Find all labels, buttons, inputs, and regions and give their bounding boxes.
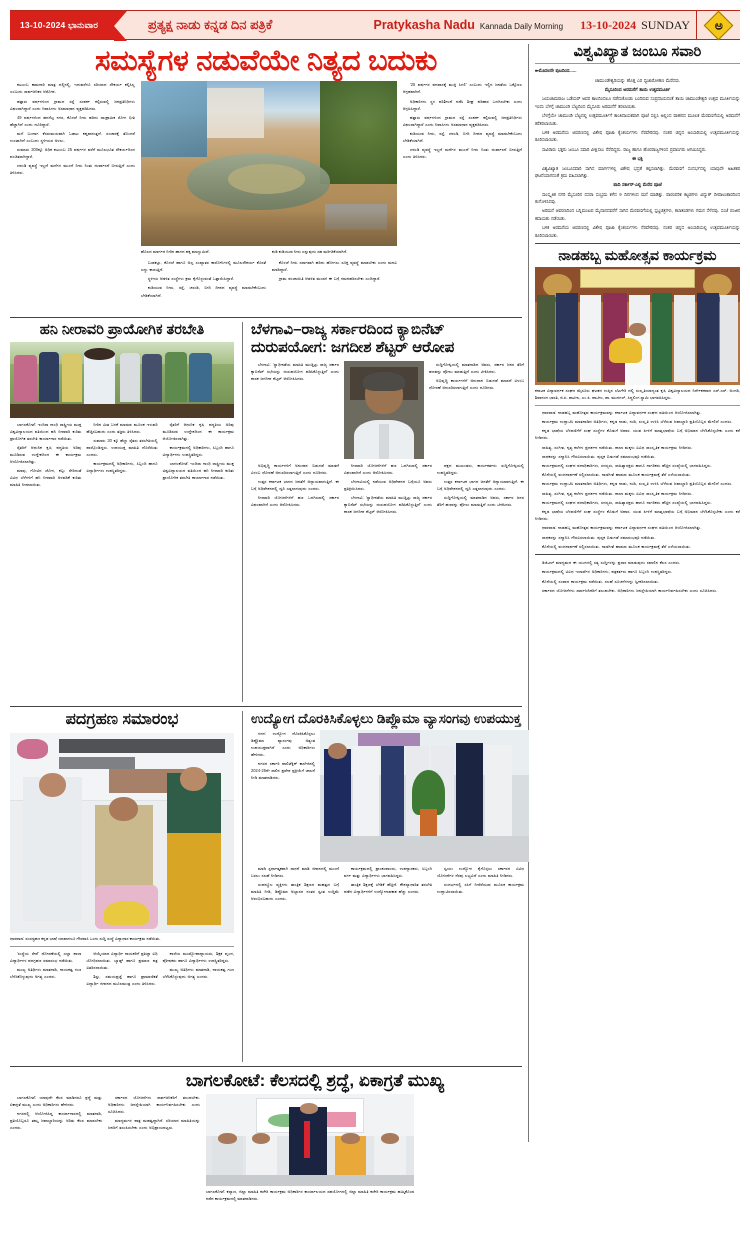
drip-headline: ಹನಿ ನೀರಾವರಿ ಪ್ರಾಯೋಗಿಕ ತರಬೇತಿ [39,322,205,339]
shettar-body [251,361,524,459]
paragraph: ಸಾವಿರಾರು ಭಕ್ತರು ಜಂಬೂ ಸವಾರಿ ವೀಕ್ಷಿಸಲು ನೆರೆದಿದ್ದರು. ರಾಜ್ಯ ಹಾಗೂ ಹೊರರಾಜ್ಯಗಳಿಂದ ಪ್ರವಾಸಿಗರು ಆಗಮಿಸಿದ್ದರು. [542,146,707,152]
jumbo-subhead-2: ಈ ಭಕ್ತಿ [632,156,643,162]
main-columns [10,44,528,1201]
paragraph: ಶಾಲೆಯ ಮುಖ್ಯೋಪಾಧ್ಯಾಯರು, ಶಿಕ್ಷಕ ವೃಂದ, ಪೋಷಕರು ಹಾಗೂ ವಿದ್ಯಾರ್ಥಿಗಳು ಉಪಸ್ಥಿತರಿದ್ದರು. [162,950,234,963]
lead-photo-caption-2: ಕುಡಿ ಕುಡಿಯುವ ನೀರು ಎನ್ನುವುದು ಸಹ ಮರೀಚಿಕೆಯಾಗಿದೆ. [271,249,348,255]
paragraph: ಚರಂಡಿ ವ್ಯವಸ್ಥೆ ಇಲ್ಲದೆ ಮನೆಗಳ ಮುಂದೆ ನೀರು ನಿಂತು ದುರ್ವಾಸನೆ ಬೀರುತ್ತಿದೆ ಎಂದು ತಿಳಿಸಿದರು. [402,146,522,159]
paragraph: ಸರ್ಕಾರದ ಯೋಜನೆಗಳು ಸಾರ್ವಜನಿಕರಿಗೆ ತಲುಪಬೇಕು. ಅಧಿಕಾರಿಗಳು ಜನಸ್ನೇಹಿಯಾಗಿ ಕಾರ್ಯನಿರ್ವಹಿಸಬೇಕು ಎಂದು ಸೂಚಿಸಿದರು. [108,1094,200,1114]
paragraph: ಡಿಜಿಟಲ್ ಮಾಧ್ಯಮದ ಈ ಯುಗದಲ್ಲಿ ಸತ್ಯ ಸುದ್ದಿಗಳನ್ನು ಪ್ರಸಾರ ಮಾಡುವುದು ಸವಾಲಿನ ಕೆಲಸ ಎಂದರು. [542,560,681,566]
paragraph: ಕೊನೆಯಲ್ಲಿ ಸಂವಾದ ಕಾರ್ಯಕ್ರಮ ನಡೆಯಿತು. ಸಲಹೆ ಸೂಚನೆಗಳನ್ನು ಸ್ವೀಕರಿಸಲಾಯಿತು. [542,578,660,584]
shettar-headline-line2: ದುರುಪಯೋಗ: ಜಗದೀಶ ಶೆಟ್ಟರ್ ಆರೋಪ [251,339,455,357]
paragraph: ಕೊನೆಯಲ್ಲಿ ವಂದನಾರ್ಪಣೆ ಸಲ್ಲಿಸಲಾಯಿತು. ನಾಡಗೀತೆ ಹಾಡುವ ಮೂಲಕ ಕಾರ್ಯಕ್ರಮಕ್ಕೆ ತೆರೆ ಎಳೆಯಲಾಯಿತು. [542,543,691,549]
paragraph: ಕನ್ನಡ ಭಾಷೆಯ ಬೆಳವಣಿಗೆಗೆ ಸಂಘ ಸಂಸ್ಥೆಗಳ ಕೊಡುಗೆ ಅಪಾರ. ಯುವ ಪೀಳಿಗೆ ಮಾತೃಭಾಷೆಯ ಬಗ್ಗೆ ಅಭಿಮಾನ ಬೆಳೆಸಿಕೊಳ್ಳಬೇಕು ಎಂದು ಕರೆ ನೀಡಿದರು. [535,428,740,441]
paragraph: ಅಧಿಕಾರಿಗಳು ಸ್ಥಳ ಪರಿಶೀಲನೆ ನಡೆಸಿ ಶೀಘ್ರ ಪರಿಹಾರ ಒದಗಿಸಬೇಕು ಎಂದು ಆಗ್ರಹಿಸಿದ್ದಾರೆ. [402,98,522,111]
paragraph: ಹತ್ತಾರು ವರ್ಷಗಳಿಂದ ಗ್ರಾಮದ ರಸ್ತೆ ಸಂಪರ್ಕ ಕಲ್ಪಿಸುವಲ್ಲಿ ಜನಪ್ರತಿನಿಧಿಗಳು ವಿಫಲರಾಗಿದ್ದಾರೆ ಎಂದು ನಿವಾಸಿಗಳು ಅಸಮಾಧಾನ ವ್ಯಕ್ತಪಡಿಸಿದರು. [10,98,135,111]
divider [10,317,522,318]
column-divider [242,322,243,702]
bagalkot-sidebar-tail [535,559,740,669]
paragraph: ಸ್ವಯಂ ಉದ್ಯೋಗ ಕೈಗೊಳ್ಳಲು ಸರ್ಕಾರದ ವಿವಿಧ ಯೋಜನೆಗಳ ನೆರವು ಲಭ್ಯವಿದೆ ಎಂದು ಮಾಹಿತಿ ನೀಡಿದರು. [437,866,524,879]
divider [535,243,740,244]
paragraph: ಉತ್ತರ ಕರ್ನಾಟಕ ಭಾಗದ ಜನತೆಗೆ ಅನ್ಯಾಯವಾಗುತ್ತಿದೆ. ಈ ಬಗ್ಗೆ ಅಧಿವೇಶನದಲ್ಲಿ ಧ್ವನಿ ಎತ್ತಲಾಗುವುದು ಎಂದರು. [437,479,524,492]
paragraph: ಬಳಿಕ ಅರಮನೆಯ ಆವರಣದಲ್ಲಿ ವಿಶೇಷ ಪೂಜಾ ಕೈಂಕರ್ಯಗಳು ನೆರವೇರಿದವು. ನಂತರ ಚಿನ್ನದ ಅಂಬಾರಿಯಲ್ಲಿ ಉತ್ಸವಮೂರ್ತಿಯನ್ನು ಕೂರಿಸಲಾಯಿತು. [535,129,740,143]
second-section [10,322,522,702]
investiture-column-3 [163,950,234,1062]
lead-column-1 [10,81,135,313]
divider [535,63,740,64]
divider [535,554,740,555]
paragraph: ಕುಡಿಯುವ ನೀರು, ರಸ್ತೆ, ಚರಂಡಿ, ಬೀದಿ ದೀಪದ ವ್ಯವಸ್ಥೆ ಮಾಡಬೇಕೆಂಬುದು ಬೇಡಿಕೆಯಾಗಿದೆ. [402,130,522,143]
paragraph: ಮುಖ್ಯ ಅತಿಥಿಗಳು ಮಾತನಾಡಿ, ನಾಯಕತ್ವ ಗುಣ ಬೆಳೆಸಿಕೊಳ್ಳುವುದು ಅಗತ್ಯ ಎಂದರು. [162,966,234,979]
bagalkot-spacer [10,1071,102,1091]
lead-column-2 [141,259,266,311]
masthead [10,10,740,40]
paragraph: ಬುಡಕಟ್ಟು, ಕೊಳಚೆ ಹಾಗೂ ಅಲ್ಪ ಸಂಖ್ಯಾತರ ಕಾಲೋನಿಗಳಲ್ಲಿ ಮೂಲಸೌಕರ್ಯ ಕೊರತೆ ಎದ್ದು ಕಾಣುತ್ತಿದೆ. [140,260,266,273]
bagalkot-headline: ಬಾಗಲಕೋಟೆ: ಕೆಲಸದಲ್ಲಿ ಶ್ರದ್ಧೆ, ಏಕಾಗ್ರತೆ ಮುಖ್ಯ [185,1070,445,1090]
lead-photo-captions [141,249,397,256]
paragraph: ಸುದ್ದಿಗೋಷ್ಠಿಯಲ್ಲಿ ಮಾತನಾಡಿದ ಅವರು, ಸರ್ಕಾರ ಜನರ ತೆರಿಗೆ ಹಣವನ್ನು ಪೋಲು ಮಾಡುತ್ತಿದೆ ಎಂದು ಟೀಕಿಸಿದರು. [437,495,524,508]
paragraph: ಸಾಧಕರನ್ನು ಸನ್ಮಾನಿಸಿ ಗೌರವಿಸಲಾಯಿತು. ಪುಸ್ತಕ ಬಿಡುಗಡೆ ಸಮಾರಂಭವೂ ನಡೆಯಿತು. [542,534,656,540]
paragraph: ಬಾಗಲಕೋಟೆ: ಯಾವುದೇ ಕೆಲಸ ಮಾಡಿದರೂ ಶ್ರದ್ಧೆ ಮತ್ತು ಏಕಾಗ್ರತೆ ಮುಖ್ಯ ಎಂದು ಅಧಿಕಾರಿಗಳು ಹೇಳಿದರು. [10,1094,102,1107]
paragraph: ಆಯ್ಕೆಯಾದ ವಿದ್ಯಾರ್ಥಿ ನಾಯಕರಿಗೆ ಪ್ರತಿಜ್ಞಾ ವಿಧಿ ಬೋಧಿಸಲಾಯಿತು. ಬ್ಯಾಡ್ಜ್ ಹಾಗೂ ಪ್ರಮಾಣ ಪತ್ರ ವಿತರಿಸಲಾಯಿತು. [86,950,158,970]
paragraph: ರೈತರಿಗೆ ಆಧುನಿಕ ಕೃಷಿ ಪದ್ಧತಿಯ ಅರಿವು ಮೂಡಿಸುವ ಉದ್ದೇಶದಿಂದ ಈ ಕಾರ್ಯಕ್ರಮ ಆಯೋಜಿಸಲಾಗಿತ್ತು. [10,444,82,464]
shettar-column-2 [429,361,524,459]
drip-columns [10,421,234,683]
masthead-english-day: SUNDAY [641,17,690,32]
nadahabba-photo-caption: ಕನಾ‍ಟಕ ವಿದ್ಯಾವರ್ಧಕ ಸಂಘದ ಮೈಸೂರು ಘಟಕದ ಉಪ್ಪಿನ ಬೆಟಗೇರಿ ದಲ್ಲಿ ಸಂಸ್ಕೃತಿಯಾದ್ಯಂತ ಕೃಷಿ ವಿಶ್ವವಿದ್ಯಾಲಯದ ನಿರ್ದೇಶಕರಾದ ಎಸ್.ಎಸ್. ಅಂಗಡಿ, ಶಿವಾನಂದ ಭಾರತಿ, ಜಿ.ಪಿ. ಪಾಟೀಲ, ಎಂ.ಪಿ. ಪಾಟೀಲ, ಡಾ. ಮುದಗಲ್, ಸಿದ್ಧಲಿಂಗ ಸ್ವಾಮಿ ಭಾಗವಹಿಸಿದ್ದರು. [535,387,740,400]
paragraph: ಸಾಹಿತ್ಯ, ಸಂಗೀತ, ನೃತ್ಯ ಕಲೆಗಳ ಪ್ರದರ್ಶನ ನಡೆಯಿತು. ಶಾಲಾ ಮಕ್ಕಳು ವಿವಿಧ ಸಾಂಸ್ಕೃತಿಕ ಕಾರ್ಯಕ್ರಮ ನೀಡಿದರು. [542,490,693,496]
investiture-ceremony-photo [10,733,234,933]
masthead-logo [696,11,740,39]
paragraph: ಕಾರ್ಯಕ್ರಮದಲ್ಲಿ ಸಂಘದ ಪದಾಧಿಕಾರಿಗಳು, ಸದಸ್ಯರು, ಸಾಹಿತ್ಯಾಸಕ್ತರು ಹಾಗೂ ನಾಗರಿಕರು ಹೆಚ್ಚಿನ ಸಂಖ್ಯೆಯಲ್ಲಿ ಭಾಗವಹಿಸಿದ್ದರು. [542,499,712,505]
paragraph: ನಗರದಲ್ಲಿ ಆಯೋಜಿಸಿದ್ದ ಕಾರ್ಯಾಗಾರದಲ್ಲಿ ಮಾತನಾಡಿ, ಪ್ರತಿಯೊಬ್ಬರೂ ತಮ್ಮ ಜವಾಬ್ದಾರಿಯನ್ನು ಅರಿತು ಕೆಲಸ ಮಾಡಬೇಕು ಎಂದರು. [10,1110,102,1131]
paragraph: '25 ವರ್ಷಗಳ ವನವಾಸಕ್ಕೆ ಮುಕ್ತಿ ಸಿಗಲಿ' ಎಂಬುದು ಇಲ್ಲಿನ ಜನತೆಯ ಒಕ್ಕೊರಲ ಆಗ್ರಹವಾಗಿದೆ. [402,82,522,95]
investiture-column-2 [86,950,157,1062]
jumbo-savari-story [535,44,740,239]
paragraph: ಕಾರ್ಯಕ್ರಮದಲ್ಲಿ ಪ್ರಾಂಶುಪಾಲರು, ಉಪನ್ಯಾಸಕರು, ಸಿಬ್ಬಂದಿ ವರ್ಗ ಮತ್ತು ವಿದ್ಯಾರ್ಥಿಗಳು ಭಾಗವಹಿಸಿದ್ದರು. [344,866,432,879]
paragraph: ಕಾರ್ಯಕ್ರಮದಲ್ಲಿ ಅಧಿಕಾರಿಗಳು, ಸಿಬ್ಬಂದಿ ಹಾಗೂ ವಿದ್ಯಾರ್ಥಿಗಳು ಉಪಸ್ಥಿತರಿದ್ದರು. [162,444,234,457]
paragraph: ಕನ್ನಡ ಭಾಷೆಯ ಬೆಳವಣಿಗೆಗೆ ಸಂಘ ಸಂಸ್ಥೆಗಳ ಕೊಡುಗೆ ಅಪಾರ. ಯುವ ಪೀಳಿಗೆ ಮಾತೃಭಾಷೆಯ ಬಗ್ಗೆ ಅಭಿಮಾನ ಬೆಳೆಸಿಕೊಳ್ಳಬೇಕು ಎಂದು ಕರೆ ನೀಡಿದರು. [535,509,740,522]
bagalkot-photo-caption: ಬಾಗಲಕೋಟೆ: ಕಲ್ಯಾಣ, ಜಿಲ್ಲಾ ಮಾಹಿತಿ ಕಚೇರಿ ಕಾರ್ಯಕ್ರಮ ಅಧಿಕಾರಿಗಳ ಕಾರ್ಯಾಲಯದ ಸಹಯೋಗದಲ್ಲಿ ಜಿಲ್ಲಾ ಮಾಹಿತಿ ಕಚೇರಿ ಕಾರ್ಯಕ್ರಮ ಹಮ್ಮಿಕೊಂಡ ನಡೆದ ಕಾರ್ಯಕ್ರಮದಲ್ಲಿ ಮಾತನಾಡಿದರು. [206,1188,414,1201]
page-body [10,44,740,1201]
lead-column-4 [403,81,522,313]
bagalkot-column-2 [108,1094,200,1242]
masthead-english-block [373,18,696,33]
investiture-column-1 [10,950,81,1062]
nadahabba-story [535,248,740,550]
paragraph: ಧಾರವಾಡ: ನಾಡಹಬ್ಬ ಮಹೋತ್ಸವ ಕಾರ್ಯಕ್ರಮವನ್ನು ಕರ್ನಾಟಕ ವಿದ್ಯಾವರ್ಧಕ ಸಂಘದ ವತಿಯಿಂದ ಆಯೋಜಿಸಲಾಗಿತ್ತು. [542,409,702,415]
paragraph: ಅಭಿವೃದ್ಧಿ ಕಾರ್ಯಗಳಿಗೆ ಅನುದಾನ ಬಿಡುಗಡೆ ಮಾಡದೆ ವಿಳಂಬ ಧೋರಣೆ ಅನುಸರಿಸಲಾಗುತ್ತಿದೆ ಎಂದು ದೂರಿದರು. [251,463,339,476]
paragraph: ಮಾಧ್ಯಮಗಳ ಪಾತ್ರ ಮಹತ್ವದ್ದಾಗಿದೆ. ಸರಿಯಾದ ಮಾಹಿತಿಯನ್ನು ಜನರಿಗೆ ತಲುಪಿಸಬೇಕು ಎಂದು ಅಭಿಪ್ರಾಯಪಟ್ಟರು. [108,1117,200,1131]
nadahabba-body [535,409,740,551]
diploma-column-1 [251,730,315,862]
lead-lower-columns [141,259,397,311]
shettar-column-1 [251,361,339,459]
column-divider [242,711,243,1062]
paragraph: ನೀರಿನ ಮಿತ ಬಳಕೆ ಮಾಡುವ ಮೂಲಕ ಇಳುವರಿ ಹೆಚ್ಚಿಸಬಹುದು ಎಂದು ತಜ್ಞರು ತಿಳಿಸಿದರು. [86,421,158,434]
masthead-english-subtitle: Kannada Daily Morning [479,21,564,31]
paragraph: ಕಾರ್ಯಕ್ರಮ ಉದ್ಘಾಟಿಸಿ ಮಾತನಾಡಿದ ಅತಿಥಿಗಳು, ಕನ್ನಡ ನಾಡು, ನುಡಿ, ಸಂಸ್ಕೃತಿ ಉಳಿಸಿ ಬೆಳೆಸುವ ಜವಾಬ್ದಾರಿ ಪ್ರತಿಯೊಬ್ಬರ ಮೇಲಿದೆ ಎಂದರು. [542,418,733,424]
paragraph: ಮುಖ್ಯ ಅತಿಥಿಗಳು ಮಾತನಾಡಿ, ನಾಯಕತ್ವ ಗುಣ ಬೆಳೆಸಿಕೊಳ್ಳುವುದು ಅಗತ್ಯ ಎಂದರು. [10,966,82,979]
shettar-lower-columns [251,462,524,702]
shettar-headline-line1: ಬೆಳಗಾವಿ–ರಾಜ್ಯ ಸರ್ಕಾರದಿಂದ ಕ್ಯಾಬಿನೆಟ್ [251,321,445,339]
diploma-columns [251,865,529,967]
lead-column-3 [272,259,397,311]
investiture-photo-caption: ಧಾರವಾಡ: ಸಂಸದ್ಗ್ರಹಣ ಕನ್ನಡ ಭಾಷೆ ಯಾವಾಗಲೂ ಗೌರವಾಸಿ ಒಂದು ಸುದ್ದಿ ಸಂಸ್ಥೆ ವಿದ್ಯಾಧಾರ ಕಾರ್ಯಕ್ರಮ ನಡೆಯಿತು. [10,935,161,941]
paragraph: ಹತ್ತಾರು ವರ್ಷಗಳಿಂದ ಗ್ರಾಮದ ರಸ್ತೆ ಸಂಪರ್ಕ ಕಲ್ಪಿಸುವಲ್ಲಿ ಜನಪ್ರತಿನಿಧಿಗಳು ವಿಫಲರಾಗಿದ್ದಾರೆ ಎಂದು ನಿವಾಸಿಗಳು ಅಸಮಾಧಾನ ವ್ಯಕ್ತಪಡಿಸಿದರು. [402,114,522,127]
paragraph: ಉತ್ತರ ಕರ್ನಾಟಕ ಭಾಗದ ಜನತೆಗೆ ಅನ್ಯಾಯವಾಗುತ್ತಿದೆ. ಈ ಬಗ್ಗೆ ಅಧಿವೇಶನದಲ್ಲಿ ಧ್ವನಿ ಎತ್ತಲಾಗುವುದು ಎಂದರು. [251,479,339,492]
paragraph: ಸಾಹಿತ್ಯ, ಸಂಗೀತ, ನೃತ್ಯ ಕಲೆಗಳ ಪ್ರದರ್ಶನ ನಡೆಯಿತು. ಶಾಲಾ ಮಕ್ಕಳು ವಿವಿಧ ಸಾಂಸ್ಕೃತಿಕ ಕಾರ್ಯಕ್ರಮ ನೀಡಿದರು. [542,444,693,450]
paragraph: 49 ವರ್ಷಗಳಿಂದ ಹದಗೆಟ್ಟ ನಗರ, ಕೊಳಚೆ ನೀರು ಹರಿದು ಸಾಂಕ್ರಾಮಿಕ ರೋಗ ಭೀತಿ ಹೆಚ್ಚಾಗಿದೆ ಎಂದು ದೂರಿದ್ದಾರೆ. [10,114,135,127]
paragraph: ಬಳಿಕ ಅರಮನೆಯ ಆವರಣದಲ್ಲಿ ವಿಶೇಷ ಪೂಜಾ ಕೈಂಕರ್ಯಗಳು ನೆರವೇರಿದವು. ನಂತರ ಚಿನ್ನದ ಅಂಬಾರಿಯಲ್ಲಿ ಉತ್ಸವಮೂರ್ತಿಯನ್ನು ಕೂರಿಸಲಾಯಿತು. [535,225,740,238]
lead-photo-block [141,81,397,313]
drip-column-2 [86,421,157,683]
paragraph: ಬೆಳಗಾವಿಯಲ್ಲಿ ನಡೆಯುವ ಅಧಿವೇಶನದ ಬಗ್ಗೆಯೂ ಅವರು ಪ್ರತಿಕ್ರಿಯಿಸಿದರು. [344,479,432,492]
paragraph: ಸುಮಾರು 300ಕ್ಕೂ ಅಧಿಕ ಕುಟುಂಬ 25 ವರ್ಷಗಳ ವರೆಗೆ ಮೂಲಭೂತ ಸೌಕರ್ಯದಿಂದ ವಂಚಿತರಾಗಿದ್ದಾರೆ. [10,146,135,159]
paragraph: ಧಾರವಾಡ: ನಾಡಹಬ್ಬ ಮಹೋತ್ಸವ ಕಾರ್ಯಕ್ರಮವನ್ನು ಕರ್ನಾಟಕ ವಿದ್ಯಾವರ್ಧಕ ಸಂಘದ ವತಿಯಿಂದ ಆಯೋಜಿಸಲಾಗಿತ್ತು. [542,525,702,531]
paragraph: ಜಯಚಾಮರಾಜ ಒಡೆಯರ್ ಅವರ ಕಾಲದಿಂದಲೂ ನಡೆದುಕೊಂಡು ಬಂದಿರುವ ಸಂಪ್ರದಾಯದಂತೆ ತಾಯಿ ಚಾಮುಂಡೇಶ್ವರಿ ಉತ್ಸವ ಮೂರ್ತಿಯನ್ನು ಇಂದು ಬೆಳಗ್ಗೆ ಚಾಮುಂಡಿ ಬೆಟ್ಟದಿಂದ ಮೈಸೂರು ಅರಮನೆಗೆ ತರಲಾಯಿತು. [535,96,740,109]
jumbo-headline: ವಿಶ್ವವಿಖ್ಯಾತ ಜಂಬೂ ಸವಾರಿ [573,44,702,60]
jumbo-subhead-3: ಪಾದಿ ಸರ್ಕಾರ್-ಎಲ್ಲಿ ಮೆರೆದ ಪೂಜೆ [613,182,662,188]
paragraph: ಸಾಧಕರನ್ನು ಸನ್ಮಾನಿಸಿ ಗೌರವಿಸಲಾಯಿತು. ಪುಸ್ತಕ ಬಿಡುಗಡೆ ಸಮಾರಂಭವೂ ನಡೆಯಿತು. [542,453,656,459]
bagalkot-top [10,1071,522,1091]
jumbo-lead-line: ಚಾಮುಂಡೇಶ್ವರಿಯನ್ನು ಹೊತ್ತ ಎರ ಧ್ವಜಾರೋಹಣ ಮೆರೆದರು. [594,77,681,83]
bagalkot-workshop-photo [206,1094,414,1186]
jumbo-kicker: ➨ಮೊದಲನೇ ಪುಟದಿಂದ...... [535,68,577,74]
drip-column-1 [10,421,81,683]
paragraph: ಮಳೆ ಬಂದಾಗ ಕೆಸರುಮಯವಾಗಿ ಓಡಾಟ ಕಷ್ಟವಾಗುತ್ತದೆ. ಸಂಚಾರಕ್ಕೆ ತೊಂದರೆ ಉಂಟಾಗಿದೆ ಎಂಬುದು ಸ್ಥಳೀಯರ ಅಳಲು. [10,130,135,143]
paragraph: ಮಾವು, ಗೋವಿನ ಜೋಳ, ಕಬ್ಬು ಸೇರಿದಂತೆ ವಿವಿಧ ಬೆಳೆಗಳಿಗೆ ಹನಿ ನೀರಾವರಿ ಅಳವಡಿಕೆ ಕುರಿತು ಮಾಹಿತಿ ನೀಡಲಾಯಿತು. [10,467,82,487]
shettar-story [251,322,524,702]
paragraph: ಸಂಪನ್ಮೂಲ ವ್ಯಕ್ತಿಗಳು ತಾಂತ್ರಿಕ ಶಿಕ್ಷಣದ ಮಹತ್ವದ ಬಗ್ಗೆ ಮಾಹಿತಿ ನೀಡಿ, ಡಿಪ್ಲೊಮಾ ಅಭ್ಯಾಸದ ನಂತರ ಸ್ವಂತ ಉದ್ದಿಮೆ ಆರಂಭಿಸಬಹುದು ಎಂದರು. [251,882,339,902]
investiture-story [10,711,234,1062]
jagadish-shettar-portrait [344,361,424,459]
paragraph: ಚರಂಡಿ ವ್ಯವಸ್ಥೆ ಇಲ್ಲದೆ ಮನೆಗಳ ಮುಂದೆ ನೀರು ನಿಂತು ದುರ್ವಾಸನೆ ಬೀರುತ್ತಿದೆ ಎಂದು ತಿಳಿಸಿದರು. [10,162,135,175]
paragraph: ಅಭಿವೃದ್ಧಿ ಕಾರ್ಯಗಳಿಗೆ ಅನುದಾನ ಬಿಡುಗಡೆ ಮಾಡದೆ ವಿಳಂಬ ಧೋರಣೆ ಅನುಸರಿಸಲಾಗುತ್ತಿದೆ ಎಂದು ದೂರಿದರು. [429,378,524,391]
bagalkot-story [10,1071,522,1242]
paragraph: ಬಾಗಲಕೋಟೆ: ಇಂದಿರಾ ಗಾಂಧಿ ರಾಷ್ಟ್ರೀಯ ಮುಕ್ತ ವಿಶ್ವವಿದ್ಯಾಲಯದ ವತಿಯಿಂದ ಹನಿ ನೀರಾವರಿ ಕುರಿತು ಪ್ರಾಯೋಗಿಕ ತರಬೇತಿ ಕಾರ್ಯಾಗಾರ ನಡೆಯಿತು. [162,460,234,480]
shettar-column-3 [251,462,339,702]
drip-irrigation-training-photo [10,342,234,418]
investiture-columns [10,950,234,1062]
lead-body [10,81,522,313]
nadahabba-headline: ನಾಡಹಬ್ಬ ಮಹೋತ್ಸವ ಕಾರ್ಯಕ್ರಮ [558,247,717,264]
divider [10,706,522,707]
lead-story [10,46,522,313]
shettar-column-4 [344,462,432,702]
diploma-top [251,730,529,862]
paragraph: ತಾಂತ್ರಿಕ ಶಿಕ್ಷಣಕ್ಕೆ ಬೇಡಿಕೆ ಹೆಚ್ಚಿದೆ. ಕೌಶಲ್ಯಾಧಾರಿತ ತರಬೇತಿ ಪಡೆದ ವಿದ್ಯಾರ್ಥಿಗಳಿಗೆ ಉದ್ಯೋಗಾವಕಾಶ ಹೆಚ್ಚು ಎಂದರು. [344,882,432,895]
paragraph: ಸುದ್ದಿಗೋಷ್ಠಿಯಲ್ಲಿ ಮಾತನಾಡಿದ ಅವರು, ಸರ್ಕಾರ ಜನರ ತೆರಿಗೆ ಹಣವನ್ನು ಪೋಲು ಮಾಡುತ್ತಿದೆ ಎಂದು ಟೀಕಿಸಿದರು. [429,362,524,375]
paragraph: ಕುಟುಂಬ ಕಾಮಗಾರಿ ಮಾತ್ರ ದಲ್ಲಿನಲ್ಲಿ, ಇದುವರೆಗೂ ಸರಿಯಾದ ಸೌಕರ್ಯ ಕಲ್ಪಿಸಿಲ್ಲ ಎಂಬುದು ಸಾರ್ವಜನಿಕರ ಆರೋಪ. [10,82,135,95]
jumbo-subhead-1: ಮೈಸೂರಿಂದ ಅರಮನೆಗೆ ತಾಯಿ ಉತ್ಸವಮೂರ್ತಿ [604,87,671,93]
paragraph: ಮಾಡಿ ಸ್ಪರ್ಧಾತ್ಮಕವಾಗಿ ಸಾಧನೆ ಮಾಡಿ ಜೀವನದಲ್ಲಿ ಮುಂದೆ ಬರಲು ಸಲಹೆ ನೀಡಿದರು. [251,866,339,879]
paragraph: ನಗರದ ಸರ್ಕಾರಿ ಪಾಲಿಟೆಕ್ನಿಕ್ ಕಾಲೇಜಿನಲ್ಲಿ 2024-25ನೇ ಸಾಲಿನ ಪ್ರವೇಶ ಪ್ರಕ್ರಿಯೆಗೆ ಚಾಲನೆ ನೀಡಿ ಮಾತನಾಡಿದರು. [251,761,315,781]
logo-diamond-icon [704,10,734,40]
divider [535,405,740,406]
paragraph: ಗದಗ: ಉದ್ಯೋಗ ದೊರಕಿಸಿಕೊಳ್ಳಲು ಡಿಪ್ಲೊಮಾ ವ್ಯಾಸಂಗವು ಅತ್ಯಂತ ಉಪಯುಕ್ತವಾಗಿದೆ ಎಂದು ಅಧಿಕಾರಿಗಳು ಹೇಳಿದರು. [251,731,315,758]
paragraph: 'ಸಂಸ್ಥೆಯ ಸೇವೆ' ಧೋರಣೆಯಲ್ಲಿ ಎಲ್ಲಾ ಶಾಲಾ ವಿದ್ಯಾರ್ಥಿಗಳ ಪದಗ್ರಹಣ ಸಮಾರಂಭ ನಡೆಯಿತು. [10,950,82,963]
bagalkot-photo-block [206,1094,414,1242]
paragraph: ಕೊನೆಯಲ್ಲಿ ವಂದನಾರ್ಪಣೆ ಸಲ್ಲಿಸಲಾಯಿತು. ನಾಡಗೀತೆ ಹಾಡುವ ಮೂಲಕ ಕಾರ್ಯಕ್ರಮಕ್ಕೆ ತೆರೆ ಎಳೆಯಲಾಯಿತು. [542,472,691,478]
paragraph: ಸರ್ಕಾರದ ಯೋಜನೆಗಳು ಸಾರ್ವಜನಿಕರಿಗೆ ತಲುಪಬೇಕು. ಅಧಿಕಾರಿಗಳು ಜನಸ್ನೇಹಿಯಾಗಿ ಕಾರ್ಯನಿರ್ವಹಿಸಬೇಕು ಎಂದು ಸೂಚಿಸಿದರು. [542,587,718,593]
paragraph: ಬಾಗಲಕೋಟೆ: ಇಂದಿರಾ ಗಾಂಧಿ ರಾಷ್ಟ್ರೀಯ ಮುಕ್ತ ವಿಶ್ವವಿದ್ಯಾಲಯದ ವತಿಯಿಂದ ಹನಿ ನೀರಾವರಿ ಕುರಿತು ಪ್ರಾಯೋಗಿಕ ತರಬೇತಿ ಕಾರ್ಯಾಗಾರ ನಡೆಯಿತು. [10,421,82,441]
logo-glyph: ಅ [714,17,723,32]
paragraph: ರೈತರಿಗೆ ಆಧುನಿಕ ಕೃಷಿ ಪದ್ಧತಿಯ ಅರಿವು ಮೂಡಿಸುವ ಉದ್ದೇಶದಿಂದ ಈ ಕಾರ್ಯಕ್ರಮ ಆಯೋಜಿಸಲಾಗಿತ್ತು. [162,421,234,441]
paragraph: ನೀರಾವರಿ ಯೋಜನೆಗಳಿಗೆ ಹಣ ಒದಗಿಸುವಲ್ಲಿ ಸರ್ಕಾರ ವಿಫಲವಾಗಿದೆ ಎಂದು ಆರೋಪಿಸಿದರು. [251,495,339,508]
investiture-headline: ಪದಗ್ರಹಣ ಸಮಾರಂಭ [65,711,179,729]
paragraph: ಬೆಳಗಾವಿ: 'ಸ್ವಾಧೀನತೆಯ ಮಾಹಿತಿ ಮುಚ್ಚಿಟ್ಟು ರಾಜ್ಯ ಸರ್ಕಾರ ಕ್ಯಾಬಿನೆಟ್ ಸಭೆಯನ್ನು ದುರುಪಯೋಗ ಪಡಿಸಿಕೊಳ್ಳುತ್ತಿದೆ' ಎಂದು ಶಾಸಕ ಜಗದೀಶ ಶೆಟ್ಟರ್ ಆರೋಪಿಸಿದರು. [251,362,339,382]
paragraph: ನೀರಾವರಿ ಯೋಜನೆಗಳಿಗೆ ಹಣ ಒದಗಿಸುವಲ್ಲಿ ಸರ್ಕಾರ ವಿಫಲವಾಗಿದೆ ಎಂದು ಆರೋಪಿಸಿದರು. [344,463,432,476]
third-section [10,711,522,1062]
paragraph: ಬೆಳಗಾವಿ: 'ಸ್ವಾಧೀನತೆಯ ಮಾಹಿತಿ ಮುಚ್ಚಿಟ್ಟು ರಾಜ್ಯ ಸರ್ಕಾರ ಕ್ಯಾಬಿನೆಟ್ ಸಭೆಯನ್ನು ದುರುಪಯೋಗ ಪಡಿಸಿಕೊಳ್ಳುತ್ತಿದೆ' ಎಂದು ಶಾಸಕ ಜಗದೀಶ ಶೆಟ್ಟರ್ ಆರೋಪಿಸಿದರು. [344,495,432,515]
masthead-kannada-title: ಪ್ರತ್ಯಕ್ಷ ನಾಡು ಕನ್ನಡ ದಿನ ಪತ್ರಿಕೆ [148,17,273,32]
masthead-date-tab: 13-10-2024 ಭಾನುವಾರ [10,11,114,39]
paragraph: ಸುಮಾರು 30 ಕ್ಕೂ ಹೆಚ್ಚು ರೈತರು ತರಬೇತಿಯಲ್ಲಿ ಪಾಲ್ಗೊಂಡಿದ್ದರು. ಉಪಯುಕ್ತ ಮಾಹಿತಿ ದೊರೆಯಿತು ಎಂದರು. [86,437,158,457]
paragraph: ಶಿಸ್ತು, ಸಮಯಪ್ರಜ್ಞೆ ಹಾಗೂ ಪ್ರಾಮಾಣಿಕತೆ ವಿದ್ಯಾರ್ಥಿ ಜೀವನದ ಮೂಲಮಂತ್ರ ಎಂದು ತಿಳಿಸಿದರು. [86,973,158,987]
jumbo-body [535,67,740,239]
bagalkot-body [10,1094,522,1242]
drip-irrigation-story [10,322,234,702]
diploma-column-3 [344,865,432,967]
diploma-inauguration-photo [320,730,529,862]
divider [10,946,234,947]
paragraph: ಕೊಳಚೆ ನೀರು ಸರಾಗವಾಗಿ ಹರಿದು ಹೋಗಲು ಸೂಕ್ತ ವ್ಯವಸ್ಥೆ ಮಾಡಬೇಕು ಎಂದು ಮನವಿ ಮಾಡಿದ್ದಾರೆ. [271,260,397,273]
drip-column-3 [163,421,234,683]
bagalkot-column-1 [10,1094,102,1242]
paragraph: ಕುಡಿಯುವ ನೀರು, ರಸ್ತೆ, ಚರಂಡಿ, ಬೀದಿ ದೀಪದ ವ್ಯವಸ್ಥೆ ಮಾಡಬೇಕೆಂಬುದು ಬೇಡಿಕೆಯಾಗಿದೆ. [140,285,266,298]
lead-photo-caption-1: ಹೊಲದ ಮಾರ್ಗ‌ದ ನೀರಿನ ಹಾಗದ ಪಕ್ಕ ಮಾಣ್ಣುಮಿದೆ. [140,249,210,255]
paragraph: ಕಾರ್ಯಕ್ರಮದಲ್ಲಿ ಅಧಿಕಾರಿಗಳು, ಸಿಬ್ಬಂದಿ ಹಾಗೂ ವಿದ್ಯಾರ್ಥಿಗಳು ಉಪಸ್ಥಿತರಿದ್ದರು. [86,460,158,473]
paragraph: ಕಾರ್ಯಕ್ರಮ ಉದ್ಘಾಟಿಸಿ ಮಾತನಾಡಿದ ಅತಿಥಿಗಳು, ಕನ್ನಡ ನಾಡು, ನುಡಿ, ಸಂಸ್ಕೃತಿ ಉಳಿಸಿ ಬೆಳೆಸುವ ಜವಾಬ್ದಾರಿ ಪ್ರತಿಯೊಬ್ಬರ ಮೇಲಿದೆ ಎಂದರು. [542,481,733,487]
shettar-column-5 [437,462,524,702]
diploma-story [251,711,529,1062]
diploma-column-2 [251,865,339,967]
paragraph: ಸಂದರ್ಭದಲ್ಲಿ ಸಸಿಗೆ ನೀರೆರೆಯುವ ಮೂಲಕ ಕಾರ್ಯಕ್ರಮ ಉದ್ಘಾಟಿಸಲಾಯಿತು. [437,882,524,895]
paragraph: ಅರಮನೆ ಆವರಣದಿಂದ ಬನ್ನಿಮಂಟಪ ಮೈದಾನದವರೆಗೆ ಸಾಗಿದ ಮೆರವಣಿಗೆಯಲ್ಲಿ ಸ್ತಬ್ದಚಿತ್ರಗಳು, ಕಲಾತಂಡಗಳು ಗಮನ ಸೆಳೆದವು. ಸಂಜೆ ಪಂಜಿನ ಕವಾಯತು ನಡೆಯಿತು. [535,208,740,221]
lead-headline: ಸಮಸ್ಯೆಗಳ ನಡುವೆಯೇ ನಿತ್ಯದ ಬದುಕು [94,45,437,77]
paragraph: ಸ್ಥಳೀಯ ಆಡಳಿತ ಸಂಸ್ಥೆಗಳು ಕ್ರಮ ಕೈಗೊಳ್ಳುವಂತೆ ಒತ್ತಾಯಿಸಿದ್ದಾರೆ. [147,276,235,282]
right-sidebar [528,44,740,1142]
diploma-column-4 [437,865,524,967]
paragraph: ಕಾರ್ಯಕ್ರಮದಲ್ಲಿ ವಿವಿಧ ಇಲಾಖೆಗಳ ಅಧಿಕಾರಿಗಳು, ಪತ್ರಕರ್ತರು ಹಾಗೂ ಸಿಬ್ಬಂದಿ ಉಪಸ್ಥಿತರಿದ್ದರು. [542,569,673,575]
paragraph: ಗ್ರಾಮ ಪಂಚಾಯಿತಿ ಆಡಳಿತ ಮಂಡಳಿ ಈ ಬಗ್ಗೆ ಗಮನಹರಿಸಬೇಕು ಎಂದಿದ್ದಾರೆ. [278,276,381,282]
paragraph: ಕಾರ್ಯಕ್ರಮದಲ್ಲಿ ಸಂಘದ ಪದಾಧಿಕಾರಿಗಳು, ಸದಸ್ಯರು, ಸಾಹಿತ್ಯಾಸಕ್ತರು ಹಾಗೂ ನಾಗರಿಕರು ಹೆಚ್ಚಿನ ಸಂಖ್ಯೆಯಲ್ಲಿ ಭಾಗವಹಿಸಿದ್ದರು. [542,462,712,468]
paragraph: ವಿಶ್ವವಿಖ್ಯಾತ ಜಂಬೂಸವಾರಿ ಸಾಗಿದ ಮಾರ್ಗಗಳಲ್ಲಿ ವಿಶೇಷ ಭದ್ರತೆ ಕಲ್ಪಿಸಲಾಗಿತ್ತು. ಮೆರವಣಿಗೆ ಸಂದರ್ಭದಲ್ಲಿ ಯಾವುದೇ ಅಹಿತಕರ ಘಟನೆಯಾಗದಂತೆ ಕ್ರಮ ವಹಿಸಲಾಗಿತ್ತು. [535,165,740,178]
paragraph: ಸಾಂಸ್ಕೃತಿಕ ನಗರಿ ಮೈಸೂರಿನ ದಸರಾ ಸಂಭ್ರಮ ಕಳೆದ 9 ದಿನಗಳಿಂದ ಮನೆ ಮಾಡಿತ್ತು. ಪಾರಂಪರಿಕ ಕಟ್ಟಡಗಳು ವಿದ್ಯುತ್ ದೀಪಾಲಂಕಾರದಿಂದ ಕಂಗೊಳಿಸಿದವು. [535,191,740,205]
masthead-english-date: 13-10-2024 [580,17,637,32]
diploma-headline: ಉದ್ಯೋಗ ದೊರಕಿಸಿಕೊಳ್ಳಲು ಡಿಪ್ಲೊಮಾ ವ್ಯಾಸಂಗವು ಉಪಯುಕ್ತ [251,711,522,727]
stage-group-photo [535,267,740,385]
masthead-english-name: Pratykasha Nadu [373,17,475,32]
paragraph: ಬೆಳಗ್ಗೆಯೇ ಚಾಮುಂಡಿ ಬೆಟ್ಟದಲ್ಲಿ ಉತ್ಸವಮೂರ್ತಿಗೆ ಕಾಂತಿದಾಯಕವಾಗಿ ಪೂಜೆ ಸಲ್ಲಿಸಿ ಅಲ್ಲಿಂದ ವಾಹನದ ಮೂಲಕ ಮೆರವಣಿಗೆಯಲ್ಲಿ ಅರಮನೆಗೆ ಕರೆತರಲಾಯಿತು. [535,113,740,126]
paragraph: ಪಕ್ಷದ ಮುಖಂಡರು, ಕಾರ್ಯಕರ್ತರು ಸುದ್ದಿಗೋಷ್ಠಿಯಲ್ಲಿ ಉಪಸ್ಥಿತರಿದ್ದರು. [437,463,524,476]
divider [10,1066,522,1067]
muddy-village-road-photo [141,81,397,246]
